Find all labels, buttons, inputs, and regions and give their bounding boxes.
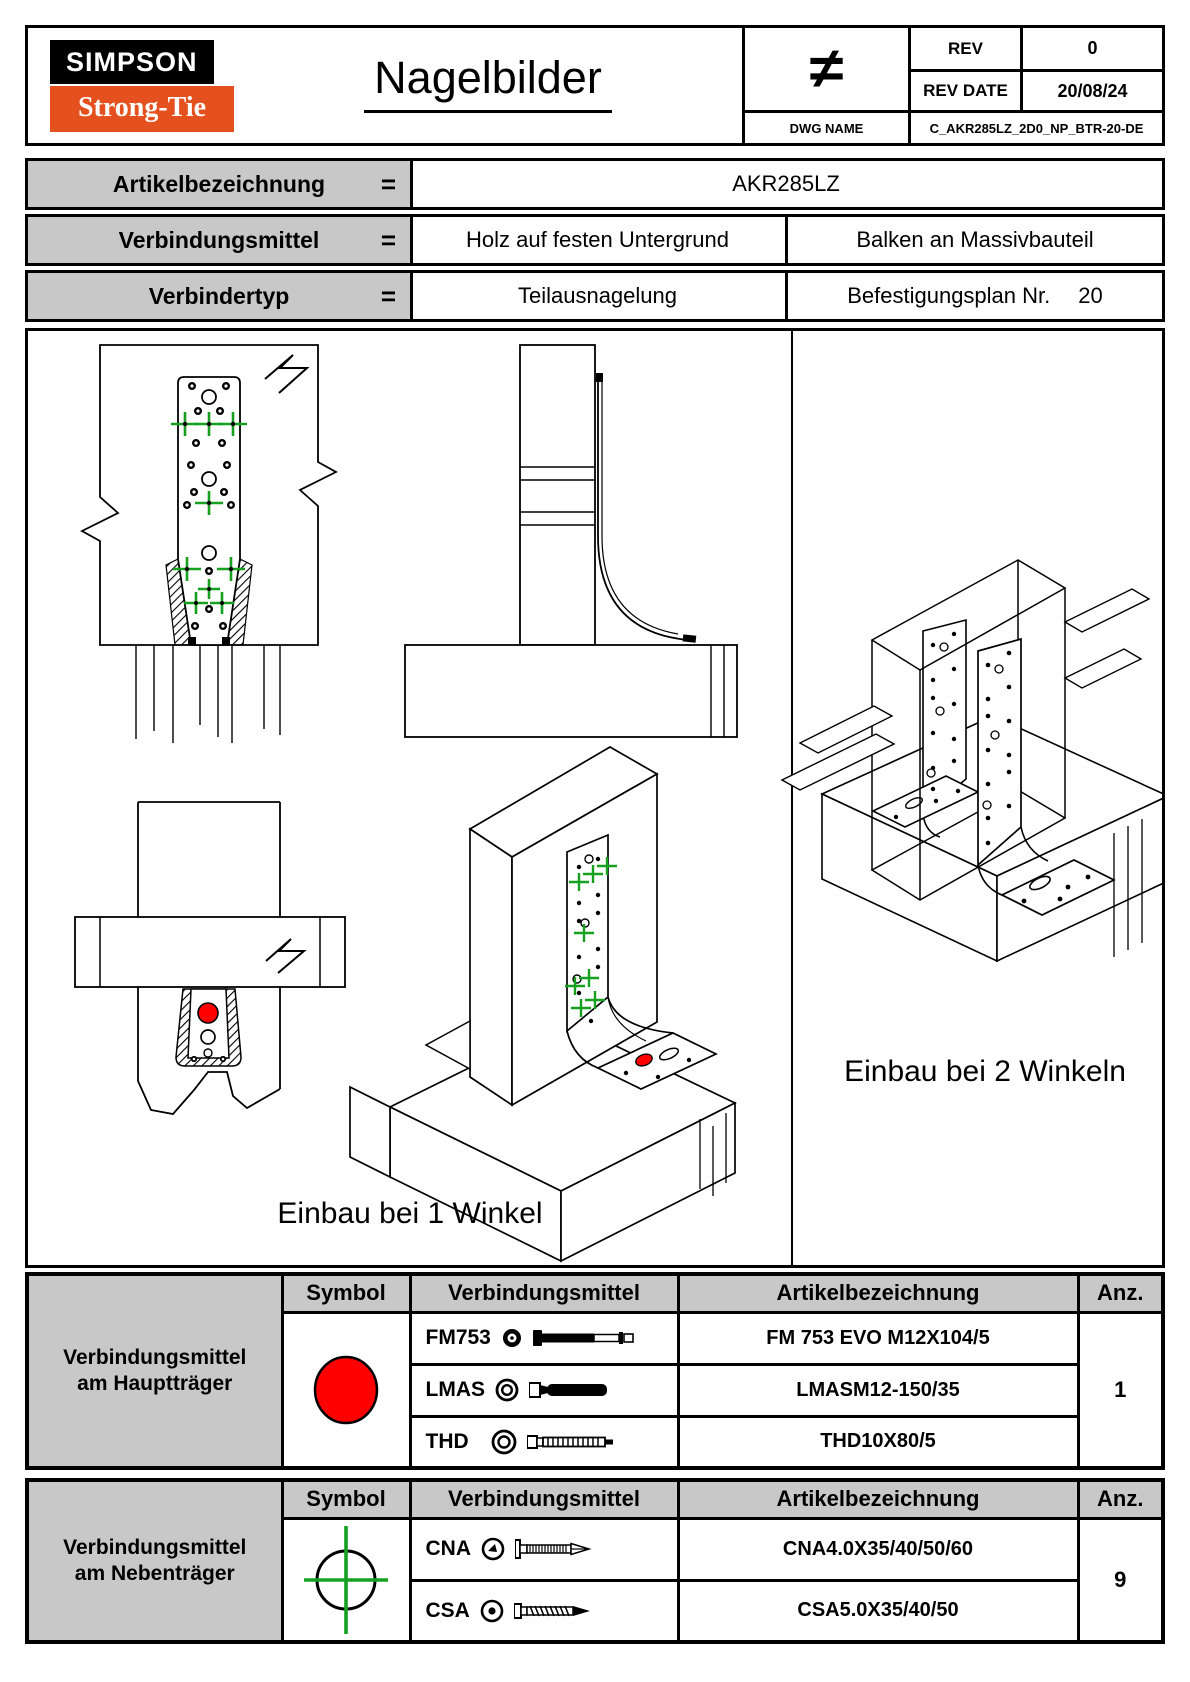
csa-washer-icon xyxy=(479,1598,505,1624)
article-thd: THD10X80/5 xyxy=(678,1416,1078,1468)
cna-nail-icon xyxy=(515,1536,601,1562)
column-header-verbindungsmittel: Verbindungsmittel xyxy=(410,1274,678,1312)
technical-drawings xyxy=(28,331,1162,1265)
csa-screw-icon xyxy=(514,1598,606,1624)
fastener-cell-thd xyxy=(410,1416,678,1468)
iso-two-winkeln-drawing xyxy=(782,560,1162,961)
rev-date-label: REV DATE xyxy=(908,69,1020,110)
dwg-name-value: C_AKR285LZ_2D0_NP_BTR-20-DE xyxy=(908,110,1162,143)
caption-einbau-2-winkeln: Einbau bei 2 Winkeln xyxy=(844,1055,1126,1088)
green-crosshair-symbol-icon xyxy=(298,1522,394,1638)
cna-washer-icon xyxy=(480,1536,506,1562)
nebentraeger-qty: 9 xyxy=(1078,1518,1163,1642)
group-label-line2: am Nebenträger xyxy=(74,1562,235,1585)
artikelbezeichnung-value: AKR285LZ xyxy=(732,171,840,196)
article-fm753: FM 753 EVO M12X104/5 xyxy=(678,1312,1078,1364)
column-header-artikelbezeichnung: Artikelbezeichnung xyxy=(678,1480,1078,1518)
fastener-cell-lmas xyxy=(410,1364,678,1416)
group-label-line1: Verbindungsmittel xyxy=(63,1345,247,1369)
side-view-drawing xyxy=(405,345,737,737)
column-header-symbol: Symbol xyxy=(282,1274,410,1312)
rev-date-value: 20/08/24 xyxy=(1020,69,1162,110)
fastener-cell-csa xyxy=(410,1580,678,1642)
info-row-verbindertyp xyxy=(25,270,1165,322)
info-row-artikelbezeichnung xyxy=(25,158,1165,210)
equals-sign: = xyxy=(380,280,396,311)
column-header-symbol: Symbol xyxy=(282,1480,410,1518)
article-cna: CNA4.0X35/40/50/60 xyxy=(678,1518,1078,1580)
column-header-artikelbezeichnung: Artikelbezeichnung xyxy=(678,1274,1078,1312)
page-title: Nagelbilder xyxy=(364,52,612,113)
dwg-name-label: DWG NAME xyxy=(745,110,908,143)
fastener-code: THD xyxy=(425,1429,469,1453)
anchor-position-marker xyxy=(198,1003,218,1023)
info-label-text: Verbindungsmittel xyxy=(118,226,320,253)
info-label xyxy=(28,273,413,319)
lmas-anchor-icon xyxy=(529,1377,621,1403)
simpson-strongtie-logo xyxy=(50,40,234,132)
fastener-code: LMAS xyxy=(425,1378,485,1401)
befestigungsplan-cell xyxy=(788,273,1162,319)
fm753-bolt-icon xyxy=(533,1325,637,1351)
column-header-verbindungsmittel: Verbindungsmittel xyxy=(410,1480,678,1518)
column-header-anz: Anz. xyxy=(1078,1480,1163,1518)
thd-washer-icon xyxy=(490,1428,518,1456)
equals-sign: = xyxy=(380,168,396,199)
info-label xyxy=(28,161,413,207)
projection-symbol-icon: ≠ xyxy=(809,36,844,101)
fm753-washer-icon xyxy=(500,1326,524,1350)
group-label xyxy=(27,1274,282,1468)
drawing-area xyxy=(25,328,1165,1268)
equals-sign: = xyxy=(380,224,396,255)
fastener-code: FM753 xyxy=(425,1326,491,1349)
haupttraeger-symbol-cell xyxy=(282,1312,410,1468)
fastener-table-nebentraeger xyxy=(25,1478,1165,1644)
thd-screw-icon xyxy=(527,1429,623,1455)
iso-one-winkel-drawing xyxy=(350,747,735,1261)
revision-table xyxy=(742,28,1162,143)
befestigungsplan-label: Befestigungsplan Nr. xyxy=(847,283,1051,308)
fastener-table-haupttraeger xyxy=(25,1272,1165,1470)
fastener-cell-fm753 xyxy=(410,1312,678,1364)
fastener-code: CSA xyxy=(425,1598,470,1622)
group-label xyxy=(27,1480,282,1642)
article-lmas: LMASM12-150/35 xyxy=(678,1364,1078,1416)
rev-label: REV xyxy=(908,28,1020,69)
group-label-line1: Verbindungsmittel xyxy=(63,1535,247,1559)
logo-strongtie-text: Strong-Tie xyxy=(50,86,234,132)
verbindertyp-value: Teilausnagelung xyxy=(410,273,788,319)
haupttraeger-qty: 1 xyxy=(1078,1312,1163,1468)
fastener-code: CNA xyxy=(425,1537,471,1560)
rev-value: 0 xyxy=(1020,28,1162,69)
fastener-cell-cna xyxy=(410,1518,678,1580)
info-label-text: Artikelbezeichnung xyxy=(112,170,326,197)
info-label-text: Verbindertyp xyxy=(148,282,290,309)
verbindungsmittel-value-right: Balken an Massivbauteil xyxy=(856,227,1094,252)
caption-einbau-1-winkel: Einbau bei 1 Winkel xyxy=(277,1197,543,1230)
plan-view-drawing xyxy=(75,802,345,1114)
info-row-verbindungsmittel xyxy=(25,214,1165,266)
befestigungsplan-number: 20 xyxy=(1078,283,1103,308)
lmas-washer-icon xyxy=(494,1377,520,1403)
group-label-line2: am Hauptträger xyxy=(77,1372,233,1395)
title-block xyxy=(25,25,1165,146)
article-csa: CSA5.0X35/40/50 xyxy=(678,1580,1078,1642)
info-label xyxy=(28,217,413,263)
verbindungsmittel-value-left: Holz auf festen Untergrund xyxy=(410,217,788,263)
logo-simpson-text: SIMPSON xyxy=(50,40,214,84)
nebentraeger-symbol-cell xyxy=(282,1518,410,1642)
column-header-anz: Anz. xyxy=(1078,1274,1163,1312)
red-circle-symbol-icon xyxy=(310,1354,382,1426)
front-view-drawing xyxy=(82,345,336,743)
